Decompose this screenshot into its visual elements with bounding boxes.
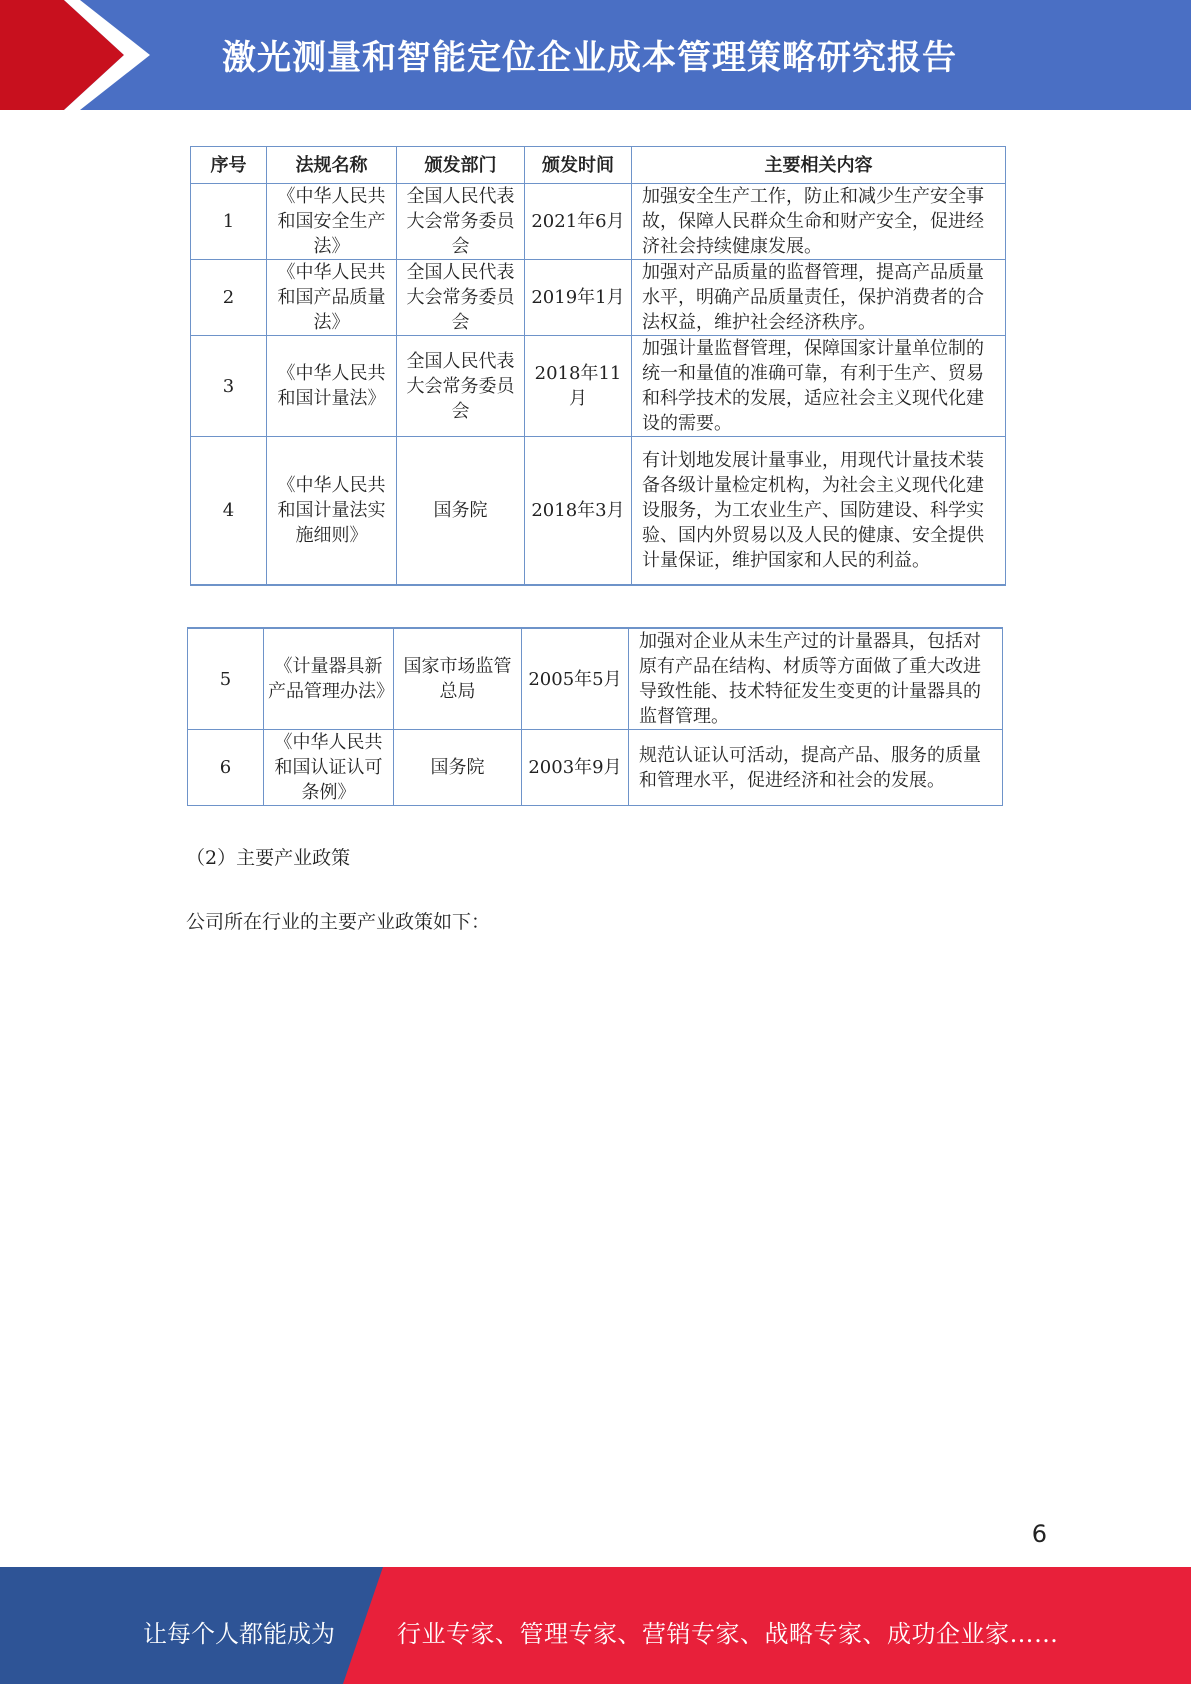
table-row (188, 730, 1003, 806)
cell-dept: 全国人民代表大会常务委员会 (397, 260, 525, 336)
cell-no: 3 (191, 336, 267, 437)
table-row (188, 628, 1003, 730)
page-footer (0, 1567, 1191, 1684)
section-heading: （2）主要产业政策 (186, 847, 351, 869)
footer-slogan-right: 行业专家、管理专家、营销专家、战略专家、成功企业家…… (397, 1620, 1059, 1648)
cell-no: 6 (188, 730, 264, 806)
cell-name: 《中华人民共和国产品质量法》 (267, 260, 397, 336)
page-number: 6 (1031, 1520, 1047, 1548)
cell-dept: 全国人民代表大会常务委员会 (397, 184, 525, 260)
footer-slogan-left: 让每个人都能成为 (143, 1620, 335, 1648)
cell-no: 1 (191, 184, 267, 260)
cell-no: 5 (188, 628, 264, 730)
table-row (191, 336, 1006, 437)
cell-date: 2003年9月 (522, 730, 629, 806)
cell-content: 加强计量监督管理，保障国家计量单位制的统一和量值的准确可靠，有利于生产、贸易和科学技术的发展，适应社会主义现代化建设的需要。 (632, 336, 1006, 437)
cell-content: 有计划地发展计量事业，用现代计量技术装备各级计量检定机构，为社会主义现代化建设服务，为工农业生产、国防建设、科学实验、国内外贸易以及人民的健康、安全提供计量保证，维护国家和人民的利益。 (632, 437, 1006, 585)
header-cell-name: 法规名称 (267, 147, 397, 184)
regulations-table-continued (187, 627, 1003, 806)
cell-content: 加强对产品质量的监督管理，提高产品质量水平，明确产品质量责任，保护消费者的合法权益，维护社会经济秩序。 (632, 260, 1006, 336)
cell-name: 《中华人民共和国计量法实施细则》 (267, 437, 397, 585)
cell-content: 加强安全生产工作，防止和减少生产安全事故，保障人民群众生命和财产安全，促进经济社会持续健康发展。 (632, 184, 1006, 260)
cell-date: 2018年11月 (525, 336, 632, 437)
cell-name: 《中华人民共和国计量法》 (267, 336, 397, 437)
cell-date: 2021年6月 (525, 184, 632, 260)
table-row (191, 260, 1006, 336)
regulations-table (190, 146, 1006, 586)
cell-name: 《中华人民共和国认证认可条例》 (264, 730, 394, 806)
cell-name: 《中华人民共和国安全生产法》 (267, 184, 397, 260)
cell-content: 加强对企业从未生产过的计量器具，包括对原有产品在结构、材质等方面做了重大改进导致性能、技术特征发生变更的计量器具的监督管理。 (629, 628, 1003, 730)
header-cell-date: 颁发时间 (525, 147, 632, 184)
cell-date: 2005年5月 (522, 628, 629, 730)
table-row (191, 184, 1006, 260)
report-title: 激光测量和智能定位企业成本管理策略研究报告 (222, 38, 957, 78)
table-header-row (191, 147, 1006, 184)
header-cell-dept: 颁发部门 (397, 147, 525, 184)
cell-dept: 国家市场监管总局 (394, 628, 522, 730)
header-cell-content: 主要相关内容 (632, 147, 1006, 184)
section-intro: 公司所在行业的主要产业政策如下： (186, 911, 491, 933)
cell-date: 2019年1月 (525, 260, 632, 336)
cell-name: 《计量器具新产品管理办法》 (264, 628, 394, 730)
header-cell-no: 序号 (191, 147, 267, 184)
table-row (191, 437, 1006, 585)
cell-no: 4 (191, 437, 267, 585)
cell-dept: 国务院 (397, 437, 525, 585)
cell-no: 2 (191, 260, 267, 336)
page-header (0, 0, 1191, 110)
cell-dept: 国务院 (394, 730, 522, 806)
cell-content: 规范认证认可活动，提高产品、服务的质量和管理水平，促进经济和社会的发展。 (629, 730, 1003, 806)
cell-date: 2018年3月 (525, 437, 632, 585)
cell-dept: 全国人民代表大会常务委员会 (397, 336, 525, 437)
